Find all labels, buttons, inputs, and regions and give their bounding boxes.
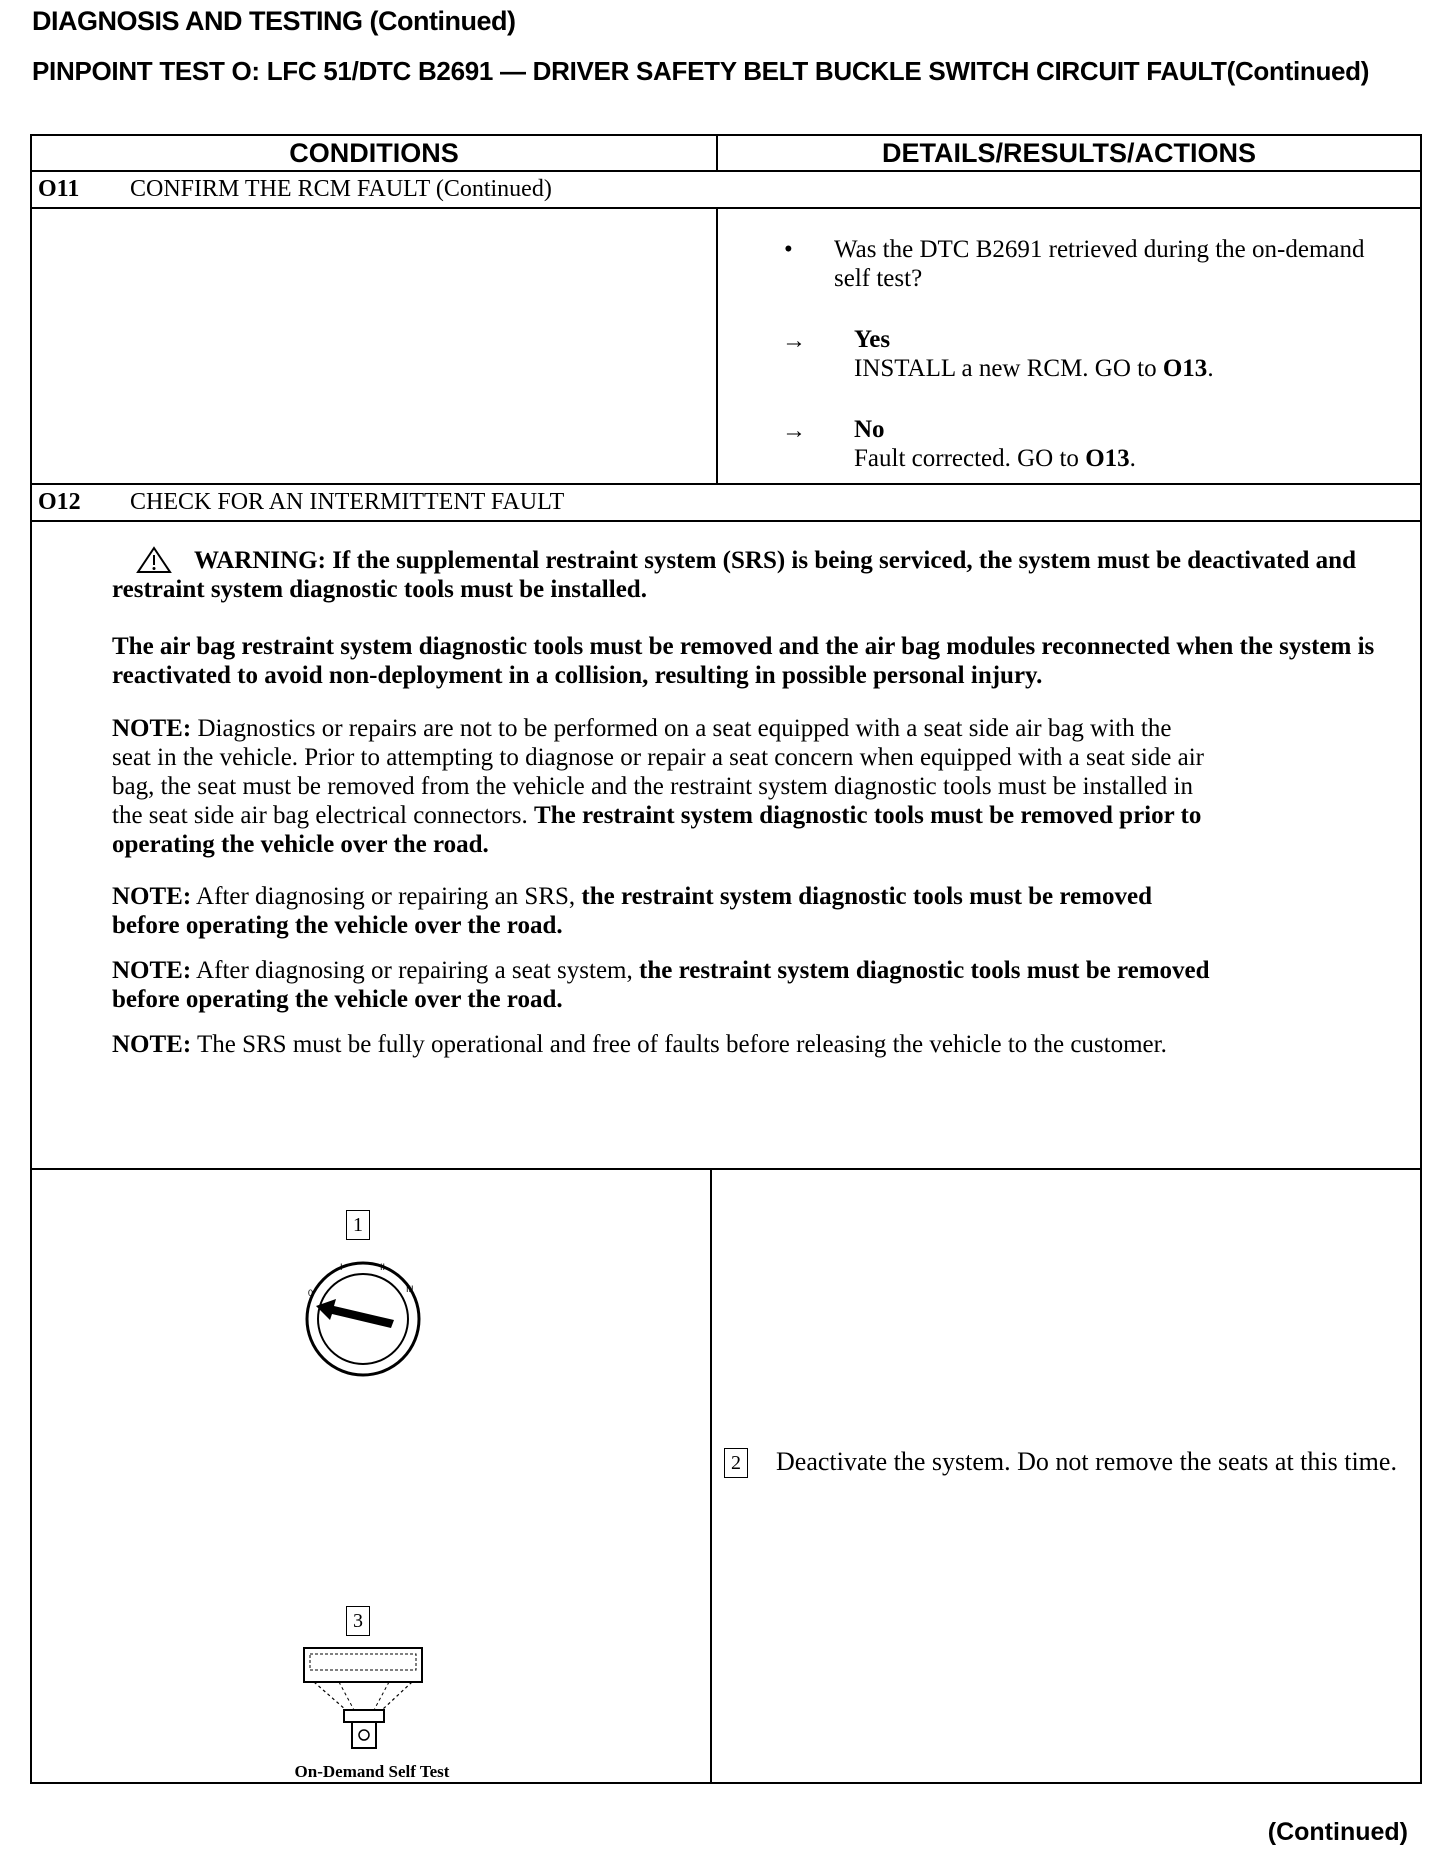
step-o11-conditions — [32, 209, 718, 483]
bullet-marker: • — [784, 236, 793, 263]
continued-footer: (Continued) — [1267, 1818, 1408, 1846]
pinpoint-test-table — [30, 134, 1422, 1784]
step-o12-header — [32, 485, 1420, 522]
note-4: NOTE: The SRS must be fully operational and free of faults before releasing the vehicle to the customer. — [112, 1031, 1167, 1058]
page-heading: DIAGNOSIS AND TESTING (Continued) — [32, 6, 516, 36]
test-title: PINPOINT TEST O: LFC 51/DTC B2691 — DRIVER SAFETY BELT BUCKLE SWITCH CIRCUIT FAULT(Continued) — [32, 56, 1370, 86]
step-o12-graphic-row — [32, 1170, 1420, 1782]
step-o11-body — [32, 209, 1420, 485]
no-arrow-icon: → — [782, 418, 806, 444]
details-header: DETAILS/RESULTS/ACTIONS — [881, 137, 1256, 168]
yes-arrow-icon: → — [782, 328, 806, 354]
question-text: Was the DTC B2691 retrieved during the on-demand self test? — [834, 236, 1365, 292]
step-o11-header — [32, 172, 1420, 209]
warning-notes-block — [32, 522, 1420, 1170]
svg-text:0: 0 — [308, 1288, 314, 1298]
note-2: NOTE: After diagnosing or repairing an SRS, the restraint system diagnostic tools must be removed before operating the vehicle over the road. — [112, 883, 1152, 939]
table-header-row — [32, 136, 1420, 172]
conditions-header: CONDITIONS — [32, 136, 718, 170]
warning-text-2: The air bag restraint system diagnostic tools must be removed and the air bag modules reconnected when the system is reactivated to avoid non-deployment in a collision, resulting in possible personal injury. — [112, 633, 1375, 689]
step-o12-number: O12 — [38, 489, 81, 515]
step-o12-title: CHECK FOR AN INTERMITTENT FAULT — [130, 489, 565, 515]
no-action: Fault corrected. GO to O13. — [854, 445, 1136, 472]
ignition-switch-icon — [298, 1254, 428, 1384]
warning-text-1: WARNING: If the supplemental restraint system (SRS) is being serviced, the system must be deactivated and restraint system diagnostic tools must be installed. — [112, 547, 1356, 603]
note-1: NOTE: Diagnostics or repairs are not to be performed on a seat equipped with a seat side air bag with the seat in the vehicle. Prior to attempting to diagnose or repair a seat concern when equipped with a seat side air bag, the seat must be removed from the vehicle and the restraint system diagnostic tools must be installed in the seat side air bag electrical connectors. The restraint system diagnostic tools must be removed prior to operating the vehicle over the road. — [112, 715, 1204, 858]
callout-1: 1 — [346, 1210, 370, 1240]
svg-text:III: III — [406, 1284, 414, 1294]
step-o12-illustrations — [32, 1170, 712, 1782]
action-2-text: Deactivate the system. Do not remove the seats at this time. — [776, 1447, 1397, 1476]
step-o12-actions — [712, 1170, 1420, 1782]
no-label: No — [854, 416, 885, 443]
figure-caption: On-Demand Self Test — [294, 1762, 450, 1781]
step-o11-title: CONFIRM THE RCM FAULT (Continued) — [130, 176, 552, 202]
yes-action: INSTALL a new RCM. GO to O13. — [854, 355, 1214, 382]
step-o11-number: O11 — [38, 176, 80, 202]
note-3: NOTE: After diagnosing or repairing a seat system, the restraint system diagnostic tools must be removed before operating the vehicle over the road. — [112, 957, 1210, 1013]
svg-text:I: I — [340, 1262, 343, 1272]
callout-2: 2 — [724, 1448, 748, 1478]
callout-3: 3 — [346, 1606, 370, 1636]
step-o11-details — [718, 209, 1420, 483]
svg-text:II: II — [380, 1262, 386, 1272]
yes-label: Yes — [854, 326, 891, 353]
diagnostic-tool-icon — [294, 1644, 434, 1754]
